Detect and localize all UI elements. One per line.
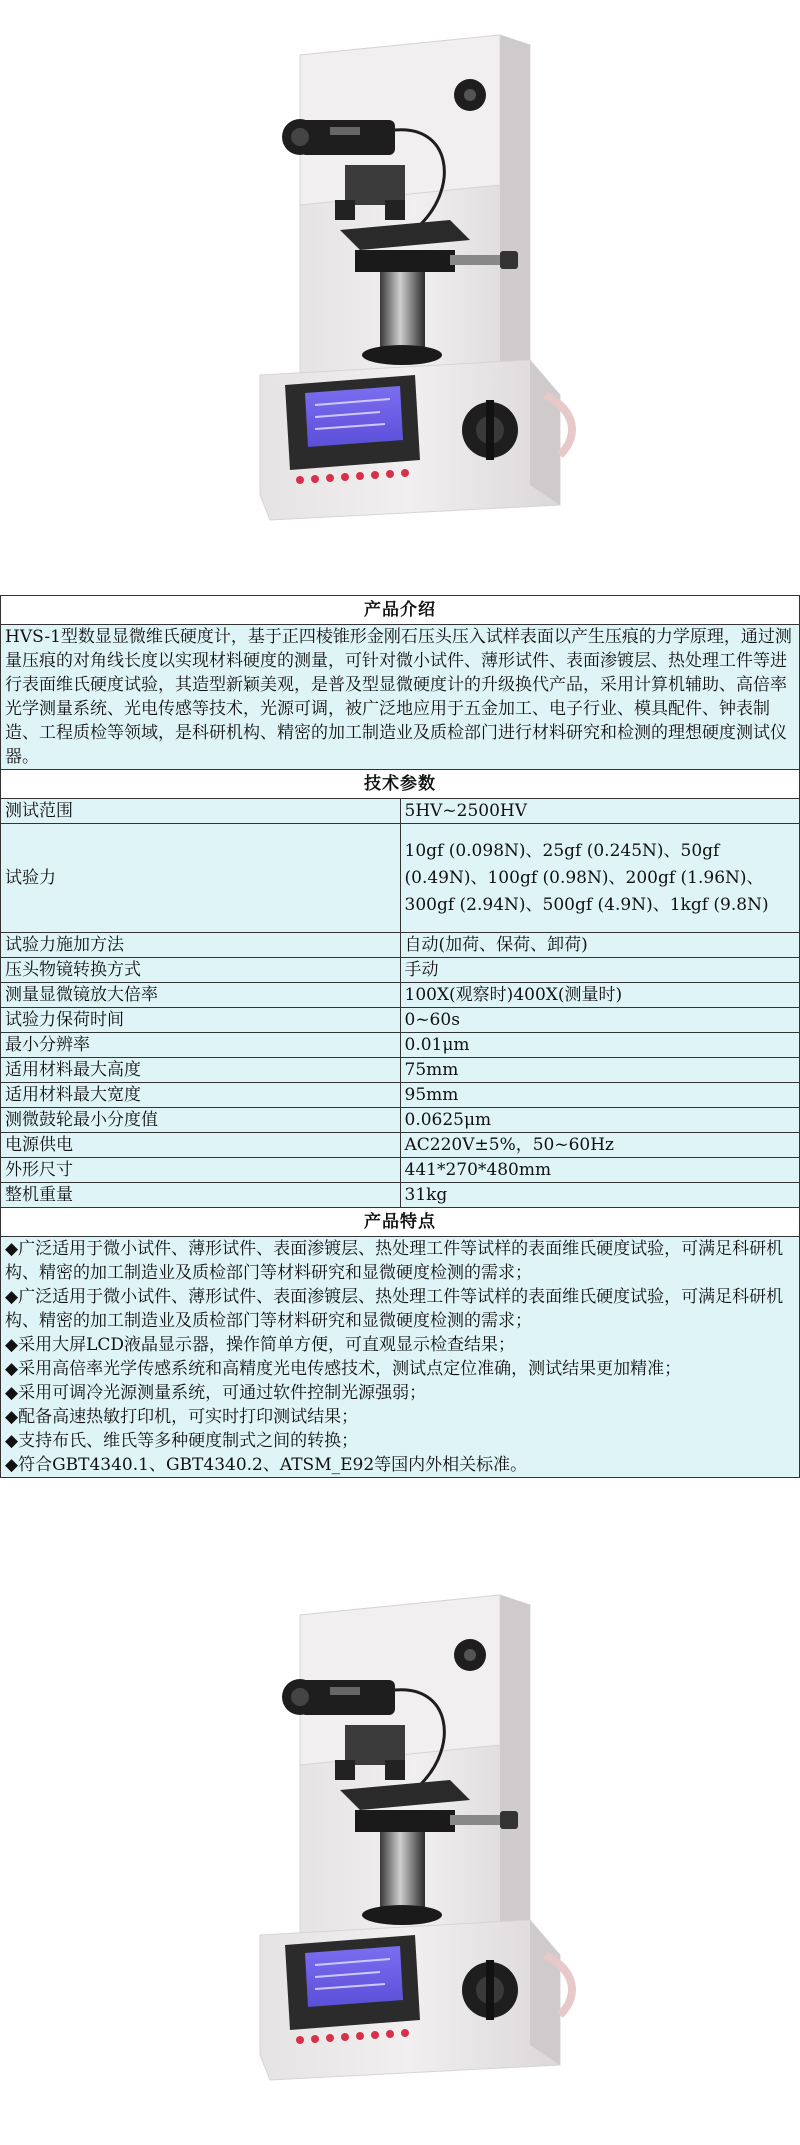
features-heading-row: [1, 1208, 800, 1237]
feature-item: ◆广泛适用于微小试件、薄形试件、表面渗镀层、热处理工件等试样的表面维氏硬度试验，可满足科研机构、精密的加工制造业及质检部门等材料研究和显微硬度检测的需求；: [5, 1287, 784, 1331]
param-value: AC220V±5%，50~60Hz: [400, 1133, 800, 1158]
param-value: 0~60s: [400, 1008, 800, 1033]
param-value: 自动(加荷、保荷、卸荷): [400, 933, 800, 958]
param-label: 压头物镜转换方式: [1, 958, 401, 983]
param-value: 5HV~2500HV: [400, 799, 800, 824]
param-value: 10gf (0.098N)、25gf (0.245N)、50gf (0.49N)、100gf (0.98N)、200gf (1.96N)、300gf (2.94N)、500gf (4.9N)、1kgf (9.8N): [400, 824, 800, 933]
param-label: 外形尺寸: [1, 1158, 401, 1183]
param-label: 适用材料最大宽度: [1, 1083, 401, 1108]
param-label: 测微鼓轮最小分度值: [1, 1108, 401, 1133]
param-row: [1, 1158, 800, 1183]
product-photo-bottom: [0, 1575, 800, 2115]
intro-heading-row: [1, 596, 800, 625]
features-heading: 产品特点: [1, 1208, 800, 1237]
intro-text: HVS-1型数显显微维氏硬度计，基于正四棱锥形金刚石压头压入试样表面以产生压痕的力学原理，通过测量压痕的对角线长度以实现材料硬度的测量，可针对微小试件、薄形试件、表面渗镀层、热处理工件等进行表面维氏硬度试验，其造型新颖美观，是普及型显微硬度计的升级换代产品，采用计算机辅助、高倍率光学测量系统、光电传感等技术，光源可调，被广泛地应用于五金加工、电子行业、模具配件、钟表制造、工程质检等领域，是科研机构、精密的加工制造业及质检部门进行材料研究和检测的理想硬度测试仪器。: [1, 625, 800, 770]
param-row: [1, 799, 800, 824]
param-value: 441*270*480mm: [400, 1158, 800, 1183]
param-label: 测量显微镜放大倍率: [1, 983, 401, 1008]
param-row: [1, 1108, 800, 1133]
spec-table: [0, 595, 800, 1478]
features-list: [1, 1237, 800, 1478]
feature-item: ◆采用高倍率光学传感系统和高精度光电传感技术，测试点定位准确，测试结果更加精准；: [5, 1359, 682, 1379]
params-heading-row: [1, 770, 800, 799]
feature-item: ◆采用大屏LCD液晶显示器，操作简单方便，可直观显示检查结果；: [5, 1335, 515, 1355]
param-row: [1, 958, 800, 983]
feature-item: ◆配备高速热敏打印机，可实时打印测试结果；: [5, 1407, 359, 1427]
feature-item: ◆广泛适用于微小试件、薄形试件、表面渗镀层、热处理工件等试样的表面维氏硬度试验，可满足科研机构、精密的加工制造业及质检部门等材料研究和显微硬度检测的需求；: [5, 1239, 784, 1283]
param-row: [1, 1133, 800, 1158]
params-heading: 技术参数: [1, 770, 800, 799]
hardness-tester-illustration: [260, 35, 572, 520]
param-row: [1, 933, 800, 958]
param-row: [1, 1033, 800, 1058]
param-label: 试验力施加方法: [1, 933, 401, 958]
param-label: 试验力保荷时间: [1, 1008, 401, 1033]
param-row: [1, 1058, 800, 1083]
param-row: [1, 983, 800, 1008]
param-value: 0.01μm: [400, 1033, 800, 1058]
param-row: [1, 1183, 800, 1208]
feature-item: ◆支持布氏、维氏等多种硬度制式之间的转换；: [5, 1431, 359, 1451]
param-row: [1, 1008, 800, 1033]
hardness-tester-illustration: [260, 1595, 572, 2080]
intro-row: [1, 625, 800, 770]
param-row: [1, 824, 800, 933]
param-value: 75mm: [400, 1058, 800, 1083]
param-value: 31kg: [400, 1183, 800, 1208]
feature-item: ◆采用可调冷光源测量系统，可通过软件控制光源强弱；: [5, 1383, 427, 1403]
param-label: 适用材料最大高度: [1, 1058, 401, 1083]
feature-item: ◆符合GBT4340.1、GBT4340.2、ATSM_E92等国内外相关标准。: [5, 1455, 528, 1475]
param-label: 电源供电: [1, 1133, 401, 1158]
intro-heading: 产品介绍: [1, 596, 800, 625]
param-value: 95mm: [400, 1083, 800, 1108]
param-value: 0.0625μm: [400, 1108, 800, 1133]
param-value: 100X(观察时)400X(测量时): [400, 983, 800, 1008]
product-photo-top: [0, 15, 800, 555]
param-label: 最小分辨率: [1, 1033, 401, 1058]
param-label: 测试范围: [1, 799, 401, 824]
param-label: 整机重量: [1, 1183, 401, 1208]
param-label: 试验力: [1, 824, 401, 933]
param-value: 手动: [400, 958, 800, 983]
param-row: [1, 1083, 800, 1108]
features-row: [1, 1237, 800, 1478]
